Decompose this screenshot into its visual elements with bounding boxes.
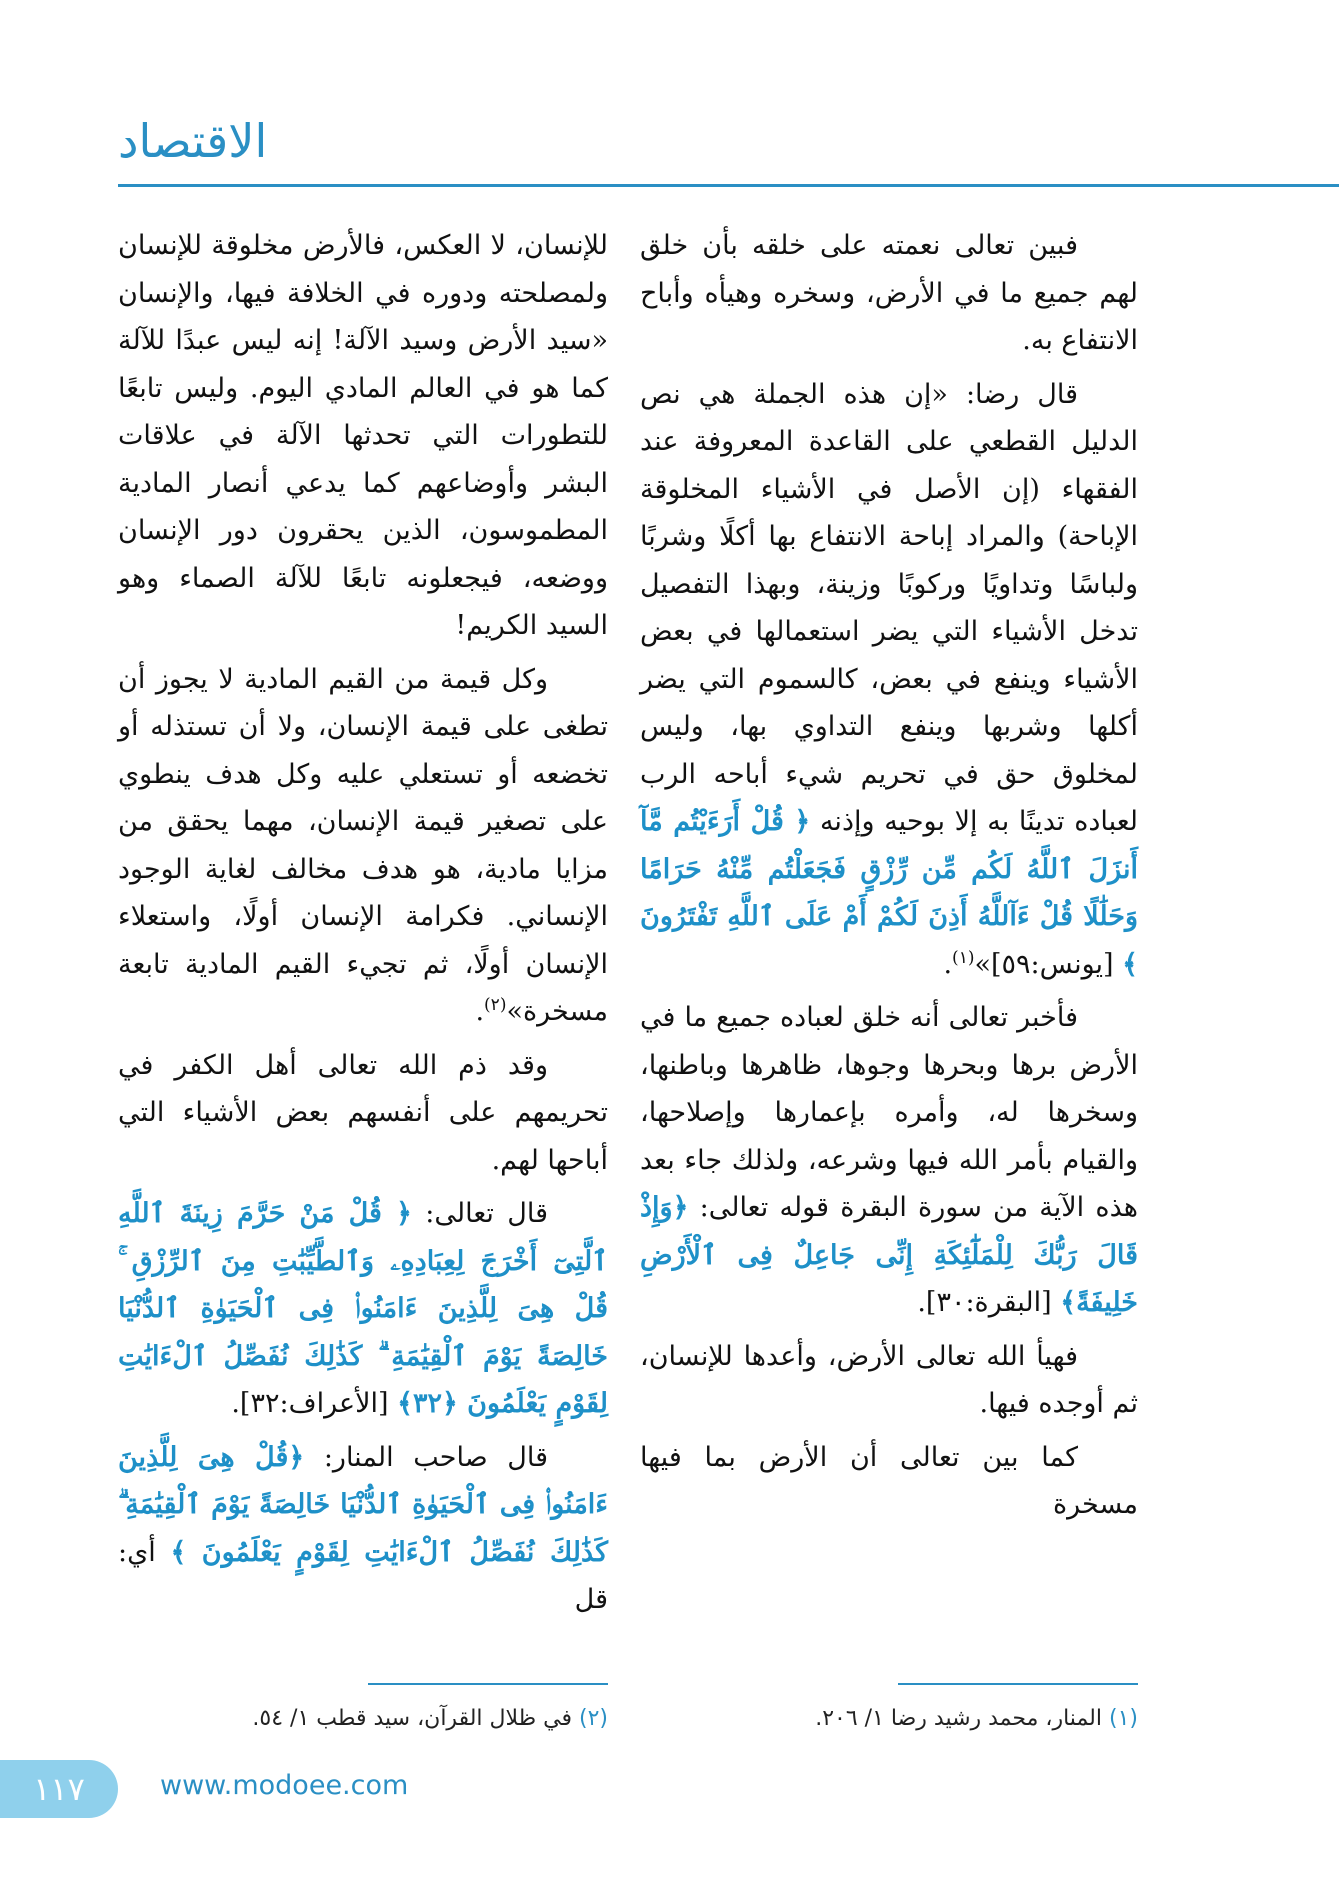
- left-column: [118, 222, 608, 1630]
- paragraph: [118, 1190, 608, 1428]
- quran-verse: ﴿ قُلْ أَرَءَيْتُم مَّآ أَنزَلَ ٱللَّهُ لَكُم مِّن رِّزْقٍ فَجَعَلْتُم مِّنْهُ حَرَامًا وَحَلَٰلًا قُلْ ءَآللَّهُ أَذِنَ لَكُمْ أَمْ عَلَى ٱللَّهِ تَفْتَرُونَ ﴾: [640, 806, 1138, 980]
- quran-verse: ﴿ قُلْ مَنْ حَرَّمَ زِينَةَ ٱللَّهِ ٱلَّتِىٓ أَخْرَجَ لِعِبَادِهِۦ وَٱلطَّيِّبَٰتِ مِنَ ٱلرِّزْقِ ۚ قُلْ هِىَ لِلَّذِينَ ءَامَنُوا۟ فِى ٱلْحَيَوٰةِ ٱلدُّنْيَا خَالِصَةً يَوْمَ ٱلْقِيَٰمَةِ ۗ كَذَٰلِكَ نُفَصِّلُ ٱلْءَايَٰتِ لِقَوْمٍ يَعْلَمُونَ ﴿٣٢﴾: [118, 1198, 608, 1419]
- paragraph: قال رضا: «إن هذه الجملة هي نص الدليل القطعي على القاعدة المعروفة عند الفقهاء (إن الأصل في الأشياء المخلوقة الإباحة) والمراد إباحة الانتفاع بها أكلًا وشربًا ولباسًا وتداويًا وركوبًا وزينة، وبهذا التفصيل تدخل الأشياء التي يضر استعمالها في بعض الأشياء وينفع في بعض، كالسموم التي يضر أكلها وشربها وينفع التداوي بها، وليس لمخلوق حق في تحريم شيء أباحه الرب لعباده تدينًا به إلا بوحيه وإذنه ﴿ قُلْ أَرَءَيْتُم مَّآ أَنزَلَ ٱللَّهُ لَكُم مِّن رِّزْقٍ فَجَعَلْتُم مِّنْهُ حَرَامًا وَحَلَٰلًا قُلْ ءَآللَّهُ أَذِنَ لَكُمْ أَمْ عَلَى ٱللَّهِ تَفْتَرُونَ ﴾ [يونس:٥٩]»$^{(١)}$.: [640, 378, 1138, 980]
- paragraph: [640, 994, 1138, 1327]
- verse-reference: [الأعراف:٣٢].: [231, 1388, 389, 1419]
- paragraph-text: قال تعالى:: [425, 1198, 548, 1229]
- paragraph: وقد ذم الله تعالى أهل الكفر في تحريمهم على أنفسهم بعض الأشياء التي أباحها لهم.: [118, 1049, 608, 1176]
- footnote-divider: [898, 1683, 1138, 1685]
- header-divider: [118, 184, 1339, 187]
- paragraph: فبين تعالى نعمته على خلقه بأن خلق لهم جميع ما في الأرض، وسخره وهيأه وأباح الانتفاع به.: [640, 230, 1138, 356]
- footnote: [640, 1706, 1138, 1731]
- footnote-text: المنار، محمد رشيد رضا ١/ ٢٠٦.: [815, 1706, 1102, 1731]
- paragraph-text: فأخبر تعالى أنه خلق لعباده جميع ما في الأرض برها وبحرها وجوها، ظاهرها وباطنها، وسخرها له، وأمره بإعمارها وإصلاحها، والقيام بأمر الله فيها وشرعه، ولذلك جاء بعد هذه الآية من سورة البقرة قوله تعالى:: [640, 1002, 1138, 1223]
- paragraph-text: وكل قيمة من القيم المادية لا يجوز أن تطغى على قيمة الإنسان، ولا أن تستذله أو تخضعه أو تستعلي عليه وكل هدف ينطوي على تصغير قيمة الإنسان، مهما يحقق من مزايا مادية، هو هدف مخالف لغاية الوجود الإنساني. فكرامة الإنسان أولًا، واستعلاء الإنسان أولًا، ثم تجيء القيم المادية تابعة مسخرة»: [118, 663, 608, 1027]
- footnote-divider: [368, 1683, 608, 1685]
- page-number: ١١٧: [0, 1760, 118, 1818]
- quran-verse: ﴿قُلْ هِىَ لِلَّذِينَ ءَامَنُوا۟ فِى ٱلْحَيَوٰةِ ٱلدُّنْيَا خَالِصَةً يَوْمَ ٱلْقِيَٰمَةِ ۗ كَذَٰلِكَ نُفَصِّلُ ٱلْءَايَٰتِ لِقَوْمٍ يَعْلَمُونَ ﴾: [118, 1441, 608, 1568]
- paragraph-text: أي: قل: [118, 1536, 608, 1615]
- paragraph: للإنسان، لا العكس، فالأرض مخلوقة للإنسان ولمصلحته ودوره في الخلافة فيها، والإنسان «سيد الأرض وسيد الآلة! إنه ليس عبدًا للآلة كما هو في العالم المادي اليوم. وليس تابعًا للتطورات التي تحدثها الآلة في علاقات البشر وأوضاعهم كما يدعي أنصار المادية المطموسون، الذين يحقرون دور الإنسان ووضعه، فيجعلونه تابعًا للآلة الصماء وهو السيد الكريم!: [118, 230, 608, 641]
- verse-reference: [يونس:٥٩]»: [974, 948, 1114, 980]
- footnote-number: (٢): [578, 1706, 608, 1731]
- quran-verse: ﴿وَإِذْ قَالَ رَبُّكَ لِلْمَلَٰٓئِكَةِ إِنِّى جَاعِلٌ فِى ٱلْأَرْضِ خَلِيفَةً﴾: [640, 1192, 1138, 1318]
- website-link[interactable]: www.modoee.com: [160, 1770, 409, 1801]
- footnote-text: في ظلال القرآن، سيد قطب ١/ ٥٤.: [252, 1706, 572, 1731]
- paragraph-text: قال صاحب المنار:: [323, 1441, 548, 1473]
- paragraph: فهيأ الله تعالى الأرض، وأعدها للإنسان، ثم أوجده فيها.: [640, 1340, 1138, 1419]
- footnote-marker: (٢): [484, 995, 507, 1015]
- page-title: الاقتصاد: [118, 114, 268, 168]
- paragraph: كما بين تعالى أن الأرض بما فيها مسخرة: [640, 1441, 1138, 1520]
- right-column: [640, 222, 1138, 1535]
- paragraph: وكل قيمة من القيم المادية لا يجوز أن تطغى على قيمة الإنسان، ولا أن تستذله أو تخضعه أو تستعلي عليه وكل هدف ينطوي على تصغير قيمة الإنسان، مهما يحقق من مزايا مادية، هو هدف مخالف لغاية الوجود الإنساني. فكرامة الإنسان أولًا، واستعلاء الإنسان أولًا، ثم تجيء القيم المادية تابعة مسخرة»$^{(٢)}$.: [118, 663, 608, 1027]
- paragraph-text: قال رضا: «إن هذه الجملة هي نص الدليل القطعي على القاعدة المعروفة عند الفقهاء (إن الأصل في الأشياء المخلوقة الإباحة) والمراد إباحة الانتفاع بها أكلًا وشربًا ولباسًا وتداويًا وركوبًا وزينة، وبهذا التفصيل تدخل الأشياء التي يضر استعمالها في بعض الأشياء وينفع في بعض، كالسموم التي يضر أكلها وشربها وينفع التداوي بها، وليس لمخلوق حق في تحريم شيء أباحه الرب لعباده تدينًا به إلا بوحيه وإذنه: [640, 378, 1138, 837]
- verse-reference: [البقرة:٣٠].: [917, 1287, 1052, 1318]
- footnote: [118, 1706, 608, 1731]
- paragraph: [118, 1434, 608, 1624]
- footnote-marker: (١): [952, 947, 975, 968]
- footnote-number: (١): [1108, 1706, 1138, 1731]
